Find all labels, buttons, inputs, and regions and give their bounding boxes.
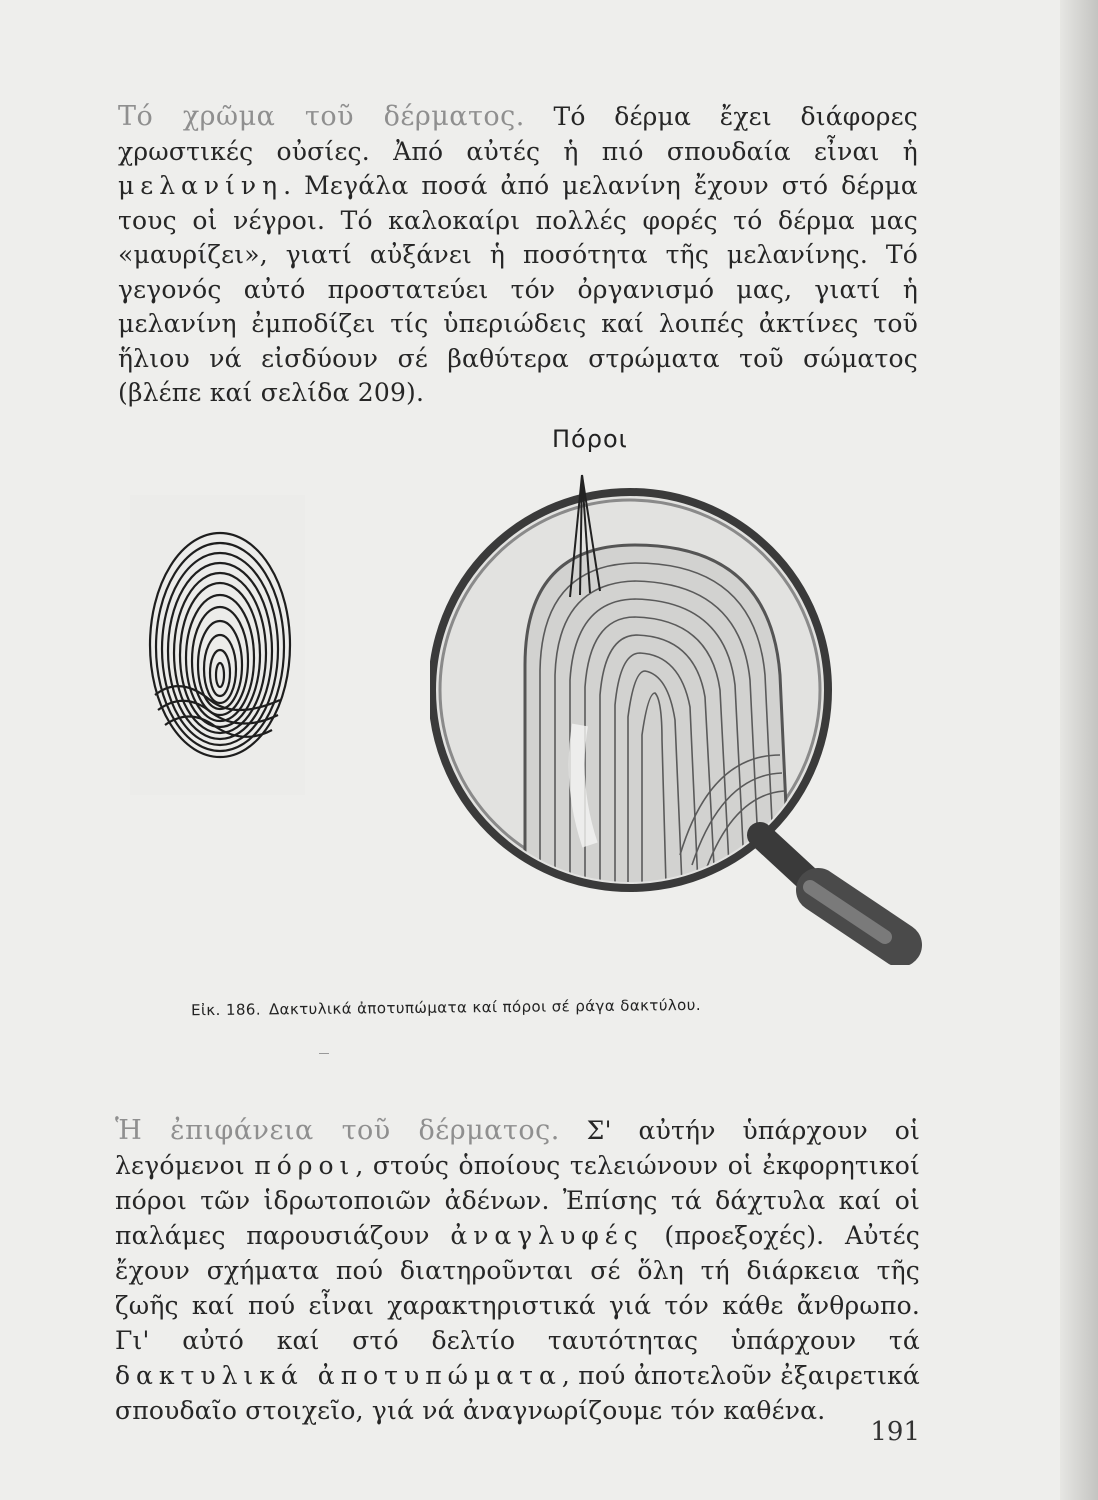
magnifying-glass-illustration xyxy=(430,425,930,965)
page-number: 191 xyxy=(870,1417,920,1447)
paragraph-skin-color xyxy=(118,100,918,411)
section-heading-skin-color: Τό χρῶμα τοῦ δέρματος. xyxy=(118,101,525,132)
emphasized-term: ἀναγλυφές xyxy=(450,1221,644,1250)
pores-label: Πόροι xyxy=(552,425,628,453)
page-edge-shadow xyxy=(1060,0,1098,1500)
paragraph-text: (προεξοχές). Αὐτές ἔχουν σχήματα πού διατηροῦνται σέ ὅλη τή διάρκεια τῆς ζωῆς καί πού εἶναι χαρακτηριστικά γιά τόν κάθε ἄνθρωπο. Γι' αὐτό καί στό δελτίο ταυτότητας ὑπάρχουν τά xyxy=(115,1221,920,1355)
fingerprint-illustration xyxy=(140,525,300,765)
paragraph-text: . Μεγάλα ποσά ἀπό μελανίνη ἔχουν στό δέρμα τους οἱ νέγροι. Τό καλοκαίρι πολλές φορές τό δέρμα μας «μαυρίζει», γιατί αὐξάνει ἡ ποσότητα τῆς μελανίνης. Τό γεγονός αὐτό προστατεύει τόν ὀργανισμό μας, γιατί ἡ μελανίνη ἐμποδίζει τίς ὑπεριώδεις καί λοιπές ἀκτίνες τοῦ ἥλιου νά εἰσδύουν σέ βαθύτερα στρώματα τοῦ σώματος (βλέπε καί σελίδα 209). xyxy=(118,171,918,407)
emphasized-term: πόροι xyxy=(254,1151,356,1180)
figure-fingerprints xyxy=(130,425,930,1025)
emphasized-term: δακτυλικά ἀποτυπώματα xyxy=(115,1361,562,1390)
paragraph-text: Σ' αὐτήν ὑπάρχουν οἱ λεγόμενοι xyxy=(115,1116,921,1180)
paragraph-skin-surface xyxy=(115,1113,920,1428)
paragraph-text: Τό δέρμα ἔχει διάφορες χρωστικές οὐσίες. Ἀπό αὐτές ἡ πιό σπουδαία εἶναι ἡ xyxy=(118,102,918,166)
separator-dash xyxy=(319,1053,329,1054)
caption-text: Δακτυλικά ἀποτυπώματα καί πόροι σέ ράγα δακτύλου. xyxy=(268,995,702,1019)
section-heading-skin-surface: Ἡ ἐπιφάνεια τοῦ δέρματος. xyxy=(115,1115,560,1146)
paragraph-text: , στούς ὁποίους τελειώνουν οἱ ἐκφορητικοί πόροι τῶν ἱδρωτοποιῶν ἀδένων. Ἐπίσης τά δάχτυλα καί οἱ παλάμες παρουσιάζουν xyxy=(115,1151,920,1250)
paragraph-text: , πού ἀποτελοῦν ἐξαιρετικά σπουδαῖο στοιχεῖο, γιά νά ἀναγνωρίζουμε τόν καθένα. xyxy=(115,1361,921,1425)
emphasized-term: μελανίνη xyxy=(118,171,284,200)
figure-number: Εἰκ. 186. xyxy=(190,1000,262,1020)
